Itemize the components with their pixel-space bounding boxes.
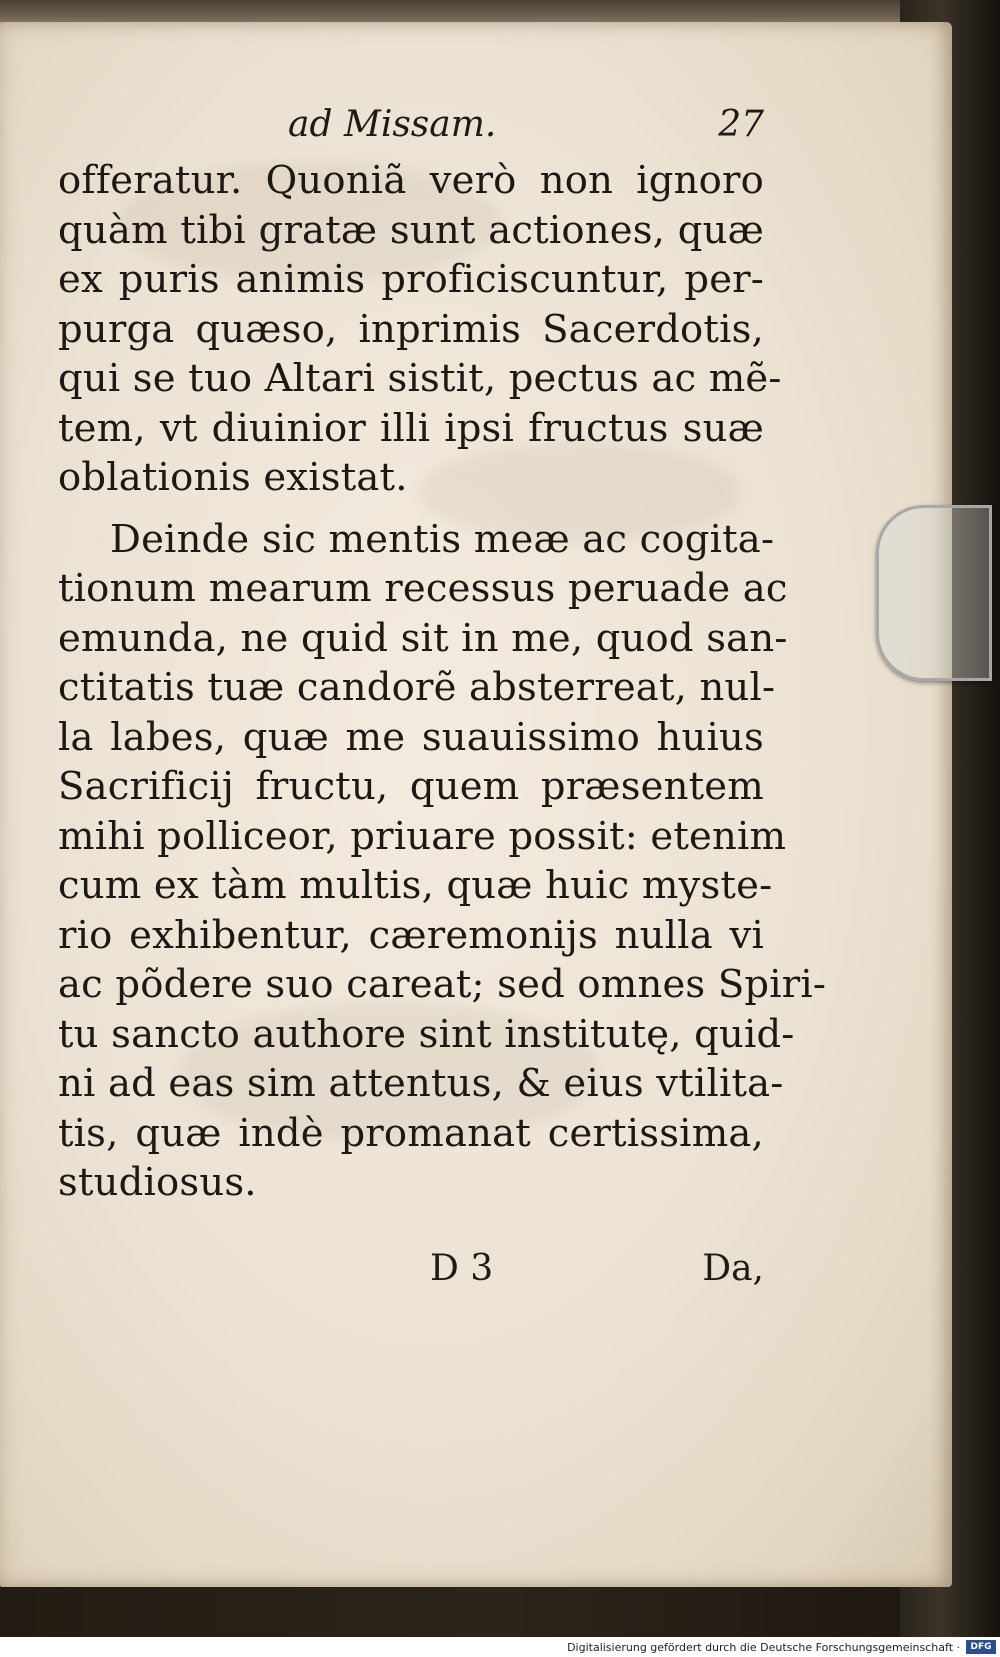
text-line: offeratur. Quoniã verò non ignoro (58, 158, 764, 203)
text-line: mihi polliceor, priuare possit: etenim (58, 813, 787, 859)
text-block (58, 104, 827, 1289)
text-line: purga quæso, inprimis Sacerdotis, (58, 306, 764, 352)
text-line: ni ad eas sim attentus, & eius vtilita- (58, 1061, 784, 1106)
page-footer (58, 1248, 764, 1289)
text-line: Sacrificij fructu, quem præsentem (58, 764, 764, 809)
text-line: emunda, ne quid sit in me, quod san- (58, 615, 788, 661)
text-line: ac põdere suo careat; sed omnes Spiri- (58, 962, 827, 1007)
digitization-caption: Digitalisierung gefördert durch die Deutsche Forschungsgemeinschaft · (567, 1640, 960, 1654)
running-title: ad Missam. (288, 104, 497, 145)
paragraph-1 (58, 156, 782, 503)
text-line: cum ex tàm multis, quæ huic myste- (58, 863, 773, 908)
text-line: tionum mearum recessus peruade ac (58, 566, 788, 611)
page-number: 27 (718, 104, 764, 145)
text-line: qui se tuo Altari sistit, pectus ac mẽ- (58, 356, 782, 401)
text-line: ctitatis tuæ candorẽ absterreat, nul- (58, 665, 776, 710)
text-line: oblationis existat. (58, 455, 408, 500)
paragraph-2 (58, 515, 827, 1208)
text-line: tu sancto authore sint institutę, quid- (58, 1011, 795, 1057)
text-line: la labes, quæ me suauissimo huius (58, 714, 764, 760)
page-header (58, 104, 764, 156)
text-line: tem, vt diuinior illi ipsi fructus suæ (58, 405, 764, 451)
digitization-caption-bar (0, 1637, 1000, 1657)
text-line: quàm tibi gratæ sunt actiones, quæ (58, 207, 764, 253)
text-line: rio exhibentur, cæremonijs nulla vi (58, 912, 764, 958)
dfg-logo: DFG (966, 1640, 996, 1654)
page-clip (876, 505, 992, 681)
signature-mark: D 3 (430, 1247, 494, 1289)
text-line: studiosus. (58, 1160, 257, 1205)
paragraph-gap (58, 503, 764, 515)
text-line: Deinde sic mentis meæ ac cogita- (110, 516, 775, 562)
catchword: Da, (702, 1247, 764, 1289)
text-line: ex puris animis proficiscuntur, per- (58, 257, 764, 302)
text-line: tis, quæ indè promanat certissima, (58, 1110, 764, 1156)
